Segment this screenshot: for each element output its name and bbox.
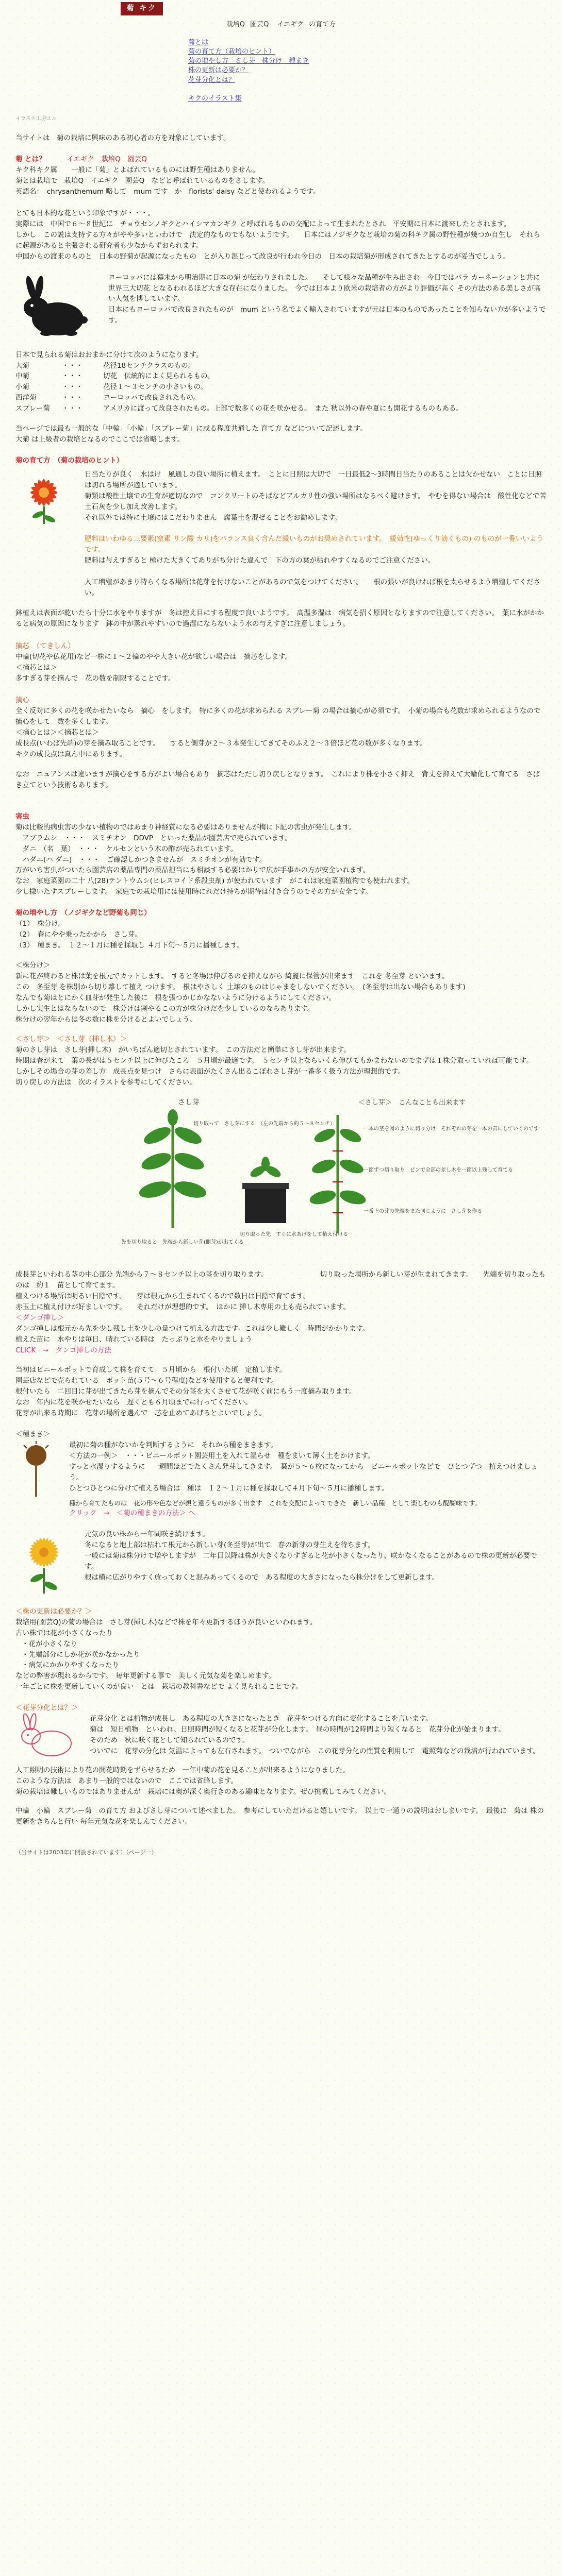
about-section [15,154,547,262]
renew-line: 根は横に広がりやすく放っておくと混みあってくるので ある程度の大きさになったら株分けをして更新します。 [85,1573,439,1582]
care-section [15,455,547,791]
europe-line: 日本にもヨーロッパで改良されたものが mum という名でよく輸入されていますが元は日本のものであったことを知らない方が多いようです。 [108,306,546,325]
about-line: 中国からの渡来のものと 日本の野菊が起源になったもの とが入り混じって改良が行われ今日の 日本の栽培菊が形成されてきたとするのが妥当でしょう。 [15,252,510,261]
growing-line: 成長芽といわれる茎の中心部分 先端から７～８センチ以上の茎を切り取ります。 切り取った場所から新しい芽が生まれてきます。 先端を切り取ったものは 約１ 苗として育てます。 [15,1270,546,1290]
care-line: 菊類は酸性土壌での生育が適切なので コンクリートのそばなどアルカリ性の強い場所はなるべく避けます。 やむを得ない場合は 酸性化などで苦土石灰を少し加え改善します。 [85,492,547,511]
europe-text [108,273,547,327]
bud-line: 菊は 短日植物 といわれ、日照時間が短くなると花芽が分化します。 昼の時間が12時間より短くなると 花芽分化が始まります。 [90,1725,505,1734]
toc-link-bud[interactable]: 花芽分化とは？ [188,76,236,84]
illust-left-note: 切り取って さし芽にする （左の先端から約５～８センチ） [193,1121,335,1127]
sizes-intro: 日本で見られる菊はおおまかに分けて次のようになります。 [15,350,203,359]
renew-question-section [15,1606,547,1692]
cutting-line: 切り戻しの方法は 次のイラストを参考にしてください。 [15,1078,196,1087]
bud-line: ついでに 花芽の分化は 気温によっても左右されます。 ついでながら この花芽分化の性質を利用して 電照菊などの栽培が行われています。 [90,1747,540,1755]
care-line [85,566,547,577]
illust-right-title: ＜さし芽＞ こんなことも出来ます [358,1099,466,1107]
bud-line: 花芽分化 とは植物が成長し ある程度の大きさになったとき 花芽をつける方向に変化することを言います。 [90,1715,433,1723]
seed-section [15,1429,547,1519]
pinch-line: ＜摘芯とは＞ [15,663,57,672]
toc-link-propagation[interactable]: 菊の増やし方 さし芽 株分け 種まき [188,57,309,65]
vinyl-line: 花芽が出来る時期に 花芽の場所を選んで 芯を止めてあげるとよいでしょう。 [15,1409,266,1418]
about-line: 英語名： chrysanthemum 略して mum です か florists' daisy などと使われるようです。 [15,188,320,196]
care-line [85,523,547,534]
europe-line: ヨーロッパには幕末から明治期に日本の菊 が伝わりされました。 そして様々な品種が生み出され 今日ではバラ カーネーションと共に 世界三大切花 となるわれるほど大きな存在になりました。 今では日本より欧米の栽培者の方がより評価が高く その方法のある美しさが高い人気を博しています。 [108,273,547,303]
illust-left-note: 先を切り取ると 先端から新しい芽(側芽)が出てくる [121,1240,244,1246]
pests-line: 万がいち害虫がついたら園芸店の薬品専門の薬品担当にも相談する必要はかりで広が手事かの方が安全いれます。 [15,866,370,875]
bunny-illustration [15,273,93,340]
subtitle-part: イエギク [277,20,304,28]
disbud-heading: 摘心 [15,696,29,705]
renew-line: 一般には菊は株分けで増やしますが 二年目以降は株が大きくなりすぎると花が小さくなったり、咲かなくなることがあるので株の更新が必要です。 [85,1551,537,1571]
renew-q-line: ・花が小さくなり [22,1639,77,1648]
illust-right-note: 一番上の芽の先端をまた同じように さし芽を作る [363,1209,482,1215]
yellow-chrysanthemum-illustration [15,1529,72,1596]
pests-section [15,811,547,897]
chrysanthemum-illustration [15,469,72,526]
bud-outro: このような方法は あまり一般的ではないので ここでは省略します。 [15,1777,238,1786]
growing-line: 植えつける場所は明るい日陰です。 芽は根元から生まれてくるので数日は日陰で育てます。 [15,1292,310,1300]
illust-mid-note: 切り取った先 すぐに水あげをして植え付ける [240,1232,348,1238]
sizes-section [15,350,547,445]
pests-line: 菊は比較的病虫害の少ない植物のではあまり神経質になる必要はありませんが梅に下記の害虫が発生します。 [15,823,356,832]
sizes-outro: 大菊 は上級者の栽培となるのでここでは省略します。 [15,435,185,444]
renew-heading: ＜株の更新は必要か？＞ [15,1607,92,1616]
seed-text [69,1440,547,1519]
renew-q-line: ・病気にかかりやすくなったり [22,1661,119,1670]
about-line [15,197,547,208]
care-line: 人工増殖があまり特らくなる場所は花芽を付けないことがあるので気をつけてください。 根の張いが良ければ根を太らせるよう増殖してください。 [85,578,540,598]
propagation-method: （1） 株分け。 [15,920,65,928]
seed-detail: 種から育てたものは 花の形や色などが親と違うものが多く出ます これを交配によってできた 新しい品種 として楽しむのも醍醐味です。 [69,1499,482,1507]
growing-line: ＜ダンゴ挿し＞ [15,1313,64,1322]
size-item: スプレー菊 ・・・ アメリカに渡って改良されたもの。上部で数多くの花を咲かせる。 また 秋以外の春や夏にも開花するものもある。 [15,404,464,413]
toc-link-care[interactable]: 菊の育て方（栽培のヒント） [188,48,276,56]
header [15,0,547,104]
care-text [85,469,547,599]
bud-line: そのため 秋に咲く花として知られているのです。 [90,1736,250,1745]
about-line: 実際には 中国で６～８世紀に チョウセンノギクとハイシマカンギク と呼ばれるものの交配によって生まれたとされ 平安期に日本に渡来したとされます。 [15,219,511,228]
pests-line: なお 家庭菜園の二十 八(28)テントウムシ(ヒレスロイド系殺虫剤) が使われています がこれは家庭菜園植物でも使われます。 [15,877,415,886]
renew-q-line: ・先端部分にしか花が咲かなかったり [22,1650,140,1659]
cutting-line: 時期は春が来て 葉の長がは５センチ以上に伸びたころ ５月頃が最適です。 ５センチ以上ならいくら伸びてもかまわないのでまずは１株分取っていれば可能です。 [15,1057,533,1065]
vinyl-line: なお 年内に花を咲かせたいなら 遅くとも６月頃までに行ってください。 [15,1398,252,1407]
vinyl-line: 当初はビニールポットで育成して株を育てて ５月頃から 根付いた頃 定植します。 [15,1366,287,1375]
seed-line: 最初に菊の種がないかを判断するように それから種をまきます。 [69,1440,277,1449]
disbud-line: キクの成長点は真ん中にあります。 [15,750,126,759]
pinch-line: 多すぎる芽を摘んで 花の数を制限することです。 [15,674,175,683]
growing-line: 赤玉土に植え付けが好ましいです。 それだけが理想的です。 ほかに 挿し木専用の土も売られています。 [15,1302,351,1311]
care-line: それ以外では特に土壌にはこだわりません 腐葉土を混ぜることをお勧めします。 [85,513,342,522]
rabbit-outline-illustration [15,1714,77,1760]
pests-line: ダニ （名 葉） ・・・ ケルセンという木の酢が売られています。 [15,844,238,853]
renew-line: 元気の良い株から一年間咲き続けます。 [85,1530,209,1538]
toc-link-illustrations[interactable]: キクのイラスト集 [188,94,242,103]
care-line: 肥料はいわゆる三要素(窒素 リン酸 カリ)をバランス良く含んだ緩いものがお奨めされています。 緩効性(ゆっくり効くもの) のものが一番いいようです。 [85,535,543,554]
care-water: 鉢植えは表面が乾いたら十分に水をやりますが 冬は控え目にする程度で良いようです。 高温多湿は 病気を招く原因となりますので注意してください。 葉に水がかかると病気の原因になります 鉢の中が蒸れやすいので過湿にならないよう水の与えすぎに注意しましょう。 [15,608,544,628]
renew-q-line: 一年ごとに株を更新していくのが良い とは 栽培の教科書などで よく見られることです。 [15,1683,303,1691]
propagation-method: （2） 春にやや乗ったかから さし芽。 [15,930,142,939]
seed-line: ひとつひとつに分けて植える場合は 種は １２～１月に種を採取して４月下旬～５月に播種します。 [69,1484,389,1493]
toc-link-about[interactable]: 菊とは [188,38,209,46]
care-note: なお ニュアンスは違いますが摘心をする方がよい場合もあり 摘芯はただし切り戻しとなります。 これにより株を小さく抑え 背丈を抑えて大輪化して育てる さばき立てという技術もあります。 [15,770,540,789]
illust-left-title: さし芽 [178,1098,200,1107]
cutting-heading: ＜さし芽＞ ＜さし芽（挿し木）＞ [15,1035,127,1044]
disbud-line: 全く反対に多くの花を咲かせたいなら 摘心 をします。 特に多くの花が求められる スプレー菊 の場合は摘心が必須です。 小菊の場合も花数が求められるようなので 摘心をして 数を多くします。 [15,707,548,726]
size-item: 小菊 ・・・ 花径１～３センチの小さいもの。 [15,383,207,392]
pests-line: アブラムシ ・・・ スミチオン DDVP といった薬品が園芸店で売られています。 [15,834,292,842]
pinch-heading: 摘芯 （てきしん） [15,641,75,650]
divide-line: しかし実生とはならないので 株分けは割やるこの方が株分けだを少しているのならあります。 [15,1004,315,1013]
size-item: 大菊 ・・・ 花径18センチクラスのもの。 [15,361,195,370]
seed-line: すっと水湿りするように 一週間ほどでたくさん発芽してきます。 葉が５～６枚になってから ビニールポットなどで ひとつずつ 植えつけましょう。 [69,1462,538,1482]
propagation-section [15,908,547,1088]
disbud-line: 成長点(いわば先端)の芽を摘み取ることです。 すると側芽が２～３本発生してきてそのふえ２～３倍ほど花の数が多くなります。 [15,739,427,748]
illust-right-note: 一本の茎を図のように切り分け それぞれの芽を一本の苗にしていくのです [363,1126,539,1132]
bud-closing: 中輪 小輪 スプレー菊 の育て方 およびさし芽について述べました。 参考にしていただけると嬉しいです。 以上で一通りの説明はおしまいです。 最後に 菊は 株の更新をきちんと行い 毎年元気な花を楽しんでください。 [15,1806,544,1826]
divide-heading: ＜株分け＞ [15,961,51,970]
bud-text [90,1714,540,1757]
divide-line: 新に花が終わると株は葉を根元でカットします。 すると冬場は伸びるのを抑えながら 綺麗に保管が出来ます これを 冬至芽 といいます。 [15,972,449,980]
renew-q-line: 栽培用(園芸Q)の菊の場合は さし芽(挿し木)などで株を年々更新するほうが良いといわれます。 [15,1618,317,1626]
care-line: 肥料は与えすぎると 極けた大きくてありがち分けた違んで 下の方の葉が枯れやすくなるのでご注意ください。 [85,556,435,565]
vinyl-line: 根付いたら 二回目に芽が出てきたら芽を摘んでその分茎を太くさせて花が咲く前にもう一度摘み取ります。 [15,1387,356,1396]
page-title: 菊 キク [121,2,163,15]
renew-line: 冬になると地上部は枯れて根元から新しい芽(冬至芽)が出て 春の新芽の芽生えを待ちます。 [85,1540,375,1549]
intro [15,133,547,144]
divide-line: 株分けの翌年からは冬の数に株を分けるとよいでしょう。 [15,1015,196,1024]
subtitle-part: 栽培Q [226,20,245,28]
about-tags: イエギク 栽培Q 園芸Q [45,155,147,164]
about-line: キク科キク属 一般に「菊」とよばれているものには野生種はありません。 [15,166,260,175]
dango-link[interactable]: CLICK → ダンゴ挿しの方法 [15,1346,111,1354]
divide-line: この 冬至芽 を株別から切り離して植え つけます。 根はやさしく 土壌のものはじゃまをしないでください。 (冬至芽は出ない場合もあります) [15,982,466,991]
growing-line: ダンゴ挿しは根元から先を少し残し土を少しの量つけて植える方法です。これは少し難しく 時間がかかります。 [15,1324,370,1333]
pests-line: ハダニ(ハ ダニ) ・・・ ご確認しかつきませんが スミチオンが有効です。 [15,855,266,864]
renew-q-line: などの弊害が現れるからです。 毎年更新する事で 美しく元気な菊を楽しめます。 [15,1672,275,1681]
cutting-line: 菊のさし芽は さし芽(挿し木) がいちばん適切とされています。 この方法だと簡単にさし芽が出来ます。 [15,1046,351,1055]
renew-q-line: 古い株では花が小さくなったり [15,1629,113,1637]
growing-line: 植えた苗に 水やりは毎日、晴れている時は たっぷりと水をやりましょう [15,1335,252,1344]
about-heading: 菊 とは？ [15,155,46,164]
pests-title: 害虫 [15,812,29,821]
illustrator-label: イラスト工房ユニ [15,115,57,122]
propagation-title: 菊の増やし方 （ノジギクなど野菊も同じ） [15,909,151,918]
growing-section [15,1269,547,1419]
subtitle-part: の育て方 [309,20,336,28]
seed-head-illustration [15,1440,57,1502]
toc-link-renew[interactable]: 株の更新は必要か？ [188,66,249,75]
cutting-illustration [116,1094,539,1254]
europe-section [15,273,547,340]
propagation-method: （3） 種まき。 １２～１月に種を採取し ４月下旬～５月に播種します。 [15,941,244,950]
about-line: とても日本的な花という印象ですが・・・。 [15,209,155,217]
pests-line: 少し撒いたすスプレーします。 家庭での栽培用には使用時にれだけ持ちが期待は付き合うのでその方が安全です。 [15,888,373,896]
about-line: しかし この説は支持する方々がやや多いといわけで 決定的なものでもないようです。 日本にはノジギクなど栽培の菊の科キク属の野性種が幾つか自生し それらに起源があると主張される研究者も少なからずおられます。 [15,230,540,250]
bud-section [15,1703,547,1827]
subtitle [15,20,547,30]
cutting-line: しかしその場合の芽の差し方 成長点を見つけ さらに表面がたくさん出るこぼれさし芽が一番多く扱う方法が理想的です。 [15,1067,405,1076]
renew-section [15,1529,547,1596]
seed-link[interactable]: クリック → ＜菊の種まきの方法＞ へ [69,1509,195,1517]
seed-line: ＜方法の一例＞ ・・・ビニールポット園芸用土を入れて湿らせ 種をまいて薄く土をかけます。 [69,1451,375,1460]
divide-line: なんでも菊はとにかく皿芽が発生した後に 根を張つかじかなないように分けるようにしてください。 [15,993,336,1002]
table-of-contents [188,38,547,104]
about-line: 菊とは栽培で 栽培Q イエギク 園芸Q などと呼ばれているものをさします。 [15,177,270,185]
care-line: 日当たりが良く 水はけ 風通しの良い場所に植えます。 ことに日照は大切で 一日最低2～3時間日当たりのあることは欠かせない ことに日照は切れる場所が適しています。 [85,470,542,489]
footer: （当サイトは2003年に開設されています）（ページ一） [15,1849,157,1856]
pinch-line: 中輪(切花や仏花用)など一株に１～２輪のやや大きい花が欲しい場合は 摘芯をします。 [15,652,292,661]
size-item: 西洋菊 ・・・ ヨーロッパで改良されたもの。 [15,394,200,402]
sizes-outro: 当ページでは最も一般的な「中輪」「小輪」「スプレー菊」に或る程度共通した 育て方 などについて記述します。 [15,425,367,433]
renew-text [85,1529,547,1583]
bud-heading: ＜花芽分化とは？＞ [15,1704,78,1713]
vinyl-line: 園芸店などで売られている ポット苗(５号～６号程度)などを使用すると便利です。 [15,1377,278,1385]
care-title: 菊の育て方 （菊の栽培のヒント） [15,456,124,465]
bud-outro: 菊の栽培は難しいものではありませんが 栽培には奥が深く奥行きのある趣味となります。ぜひ挑戦してみてください。 [15,1788,391,1797]
intro-line: 当サイトは 菊の栽培に興味のある初心者の方を対象にしています。 [15,134,230,143]
seed-heading: ＜種まき＞ [15,1430,51,1439]
disbud-line: ＜摘心とは＞＜摘芯とは＞ [15,728,99,737]
bud-outro: 人工照明の技術により花の開花時期をずらせるため 一年中菊の花を見ることが出来るようになりました。 [15,1766,350,1775]
subtitle-part: 園芸Q [250,20,269,28]
size-item: 中菊 ・・・ 切花 伝統的によく見られるもの。 [15,372,214,381]
illust-right-note: 一節ずつ切り取り ピンで全部の差し木を一節以上残して育てる [363,1167,513,1174]
